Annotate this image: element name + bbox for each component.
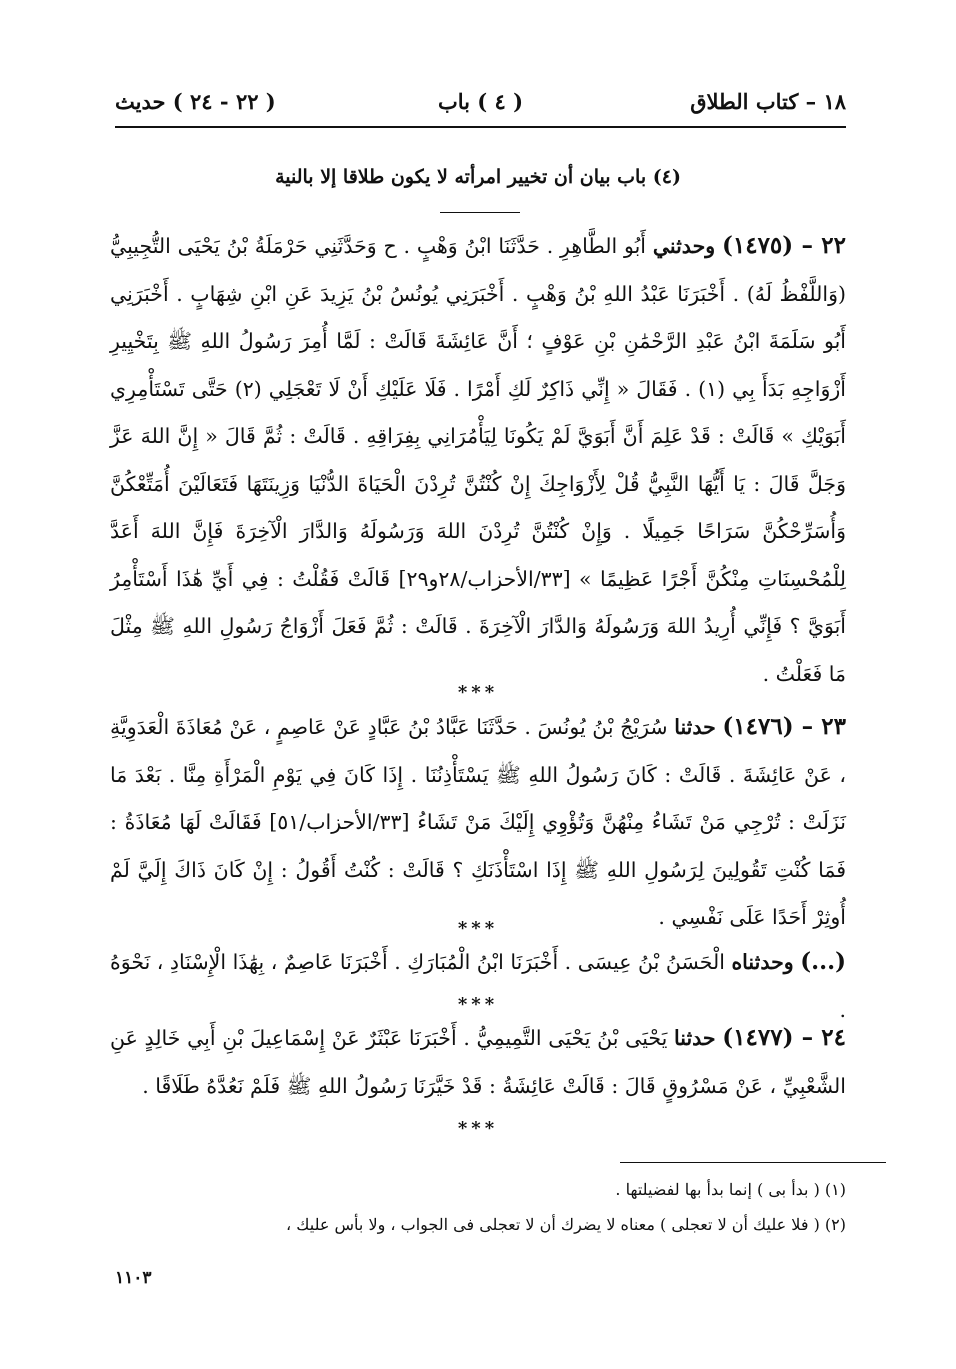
header-rule <box>115 126 846 128</box>
page-number: ١١٠٣ <box>115 1268 152 1288</box>
hadith-number: ٢٤ – (١٤٧٧) <box>722 1024 846 1051</box>
footnote-rule <box>620 1162 886 1163</box>
separator-stars: *** <box>457 1118 499 1139</box>
hadith-text: أَبُو الطَّاهِرِ . حَدَّثَنَا ابْنُ وَهْبٍ . ح وَحَدَّثَنِي حَرْمَلَةُ بْنُ يَحْيَى التُّجِيبِيُّ (وَاللَّفْظُ لَهُ) . أَخْبَرَنَا عَبْدُ اللهِ بْنُ وَهْبٍ . أَخْبَرَنِي يُونُسُ بْنُ يَزِيدَ عَنِ ابْنِ شِهَابٍ . أَخْبَرَنِي أَبُو سَلَمَةَ ابْنُ عَبْدِ الرَّحْمَٰنِ بْنِ عَوْفٍ ؛ أَنَّ عَائِشَةَ قَالَتْ : لَمَّا أُمِرَ رَسُولُ اللهِ ﷺ بِتَخْيِيرِ أَزْوَاجِهِ بَدَأَ بِي (١) . فَقَالَ « إِنِّي ذَاكِرٌ لَكِ أَمْرًا . فَلَا عَلَيْكِ أَنْ لَا تَعْجَلِي (٢) حَتَّى تَسْتَأْمِرِي أَبَوَيْكِ » قَالَتْ : قَدْ عَلِمَ أَنَّ أَبَوَيَّ لَمْ يَكُونَا لِيَأْمُرَانِي بِفِرَاقِهِ . قَالَتْ : ثُمَّ قَالَ « إِنَّ اللهَ عَزَّ وَجَلَّ قَالَ : يَا أَيُّهَا النَّبِيُّ قُلْ لِأَزْوَاجِكَ إِنْ كُنْتُنَّ تُرِدْنَ الْحَيَاةَ الدُّنْيَا وَزِينَتَهَا فَتَعَالَيْنَ أُمَتِّعْكُنَّ وَأُسَرِّحْكُنَّ سَرَاحًا جَمِيلًا . وَإِنْ كُنْتُنَّ تُرِدْنَ اللهَ وَرَسُولَهُ وَالدَّارَ الْآخِرَةَ فَإِنَّ اللهَ أَعَدَّ لِلْمُحْسِنَاتِ مِنْكُنَّ أَجْرًا عَظِيمًا » [٣٣/الأحزاب/٢٨و٢٩] قَالَتْ فَقُلْتُ : فِي أَيِّ هَٰذَا أَسْتَأْمِرُ أَبَوَيَّ ؟ فَإِنِّي أُرِيدُ اللهَ وَرَسُولَهُ وَالدَّارَ الْآخِرَةَ . قَالَتْ : ثُمَّ فَعَلَ أَزْوَاجُ رَسُولِ اللهِ ﷺ مِثْلَ مَا فَعَلْتُ . <box>110 234 846 686</box>
hadith-text: يَحْيَى بْنُ يَحْيَى التَّمِيمِيُّ . أَخْبَرَنَا عَبْثَرٌ عَنْ إِسْمَاعِيلَ بْنِ أَبِي خَالِدٍ عَنِ الشَّعْبِيِّ ، عَنْ مَسْرُوقٍ قَالَ : قَالَتْ عَائِشَةُ : قَدْ خَيَّرَنَا رَسُولُ اللهِ ﷺ فَلَمْ نَعُدَّهُ طَلَاقًا . <box>110 1026 846 1098</box>
hadith-lead-word: وحدثناه <box>731 950 794 974</box>
hadith-24 <box>110 1014 846 1110</box>
hadith-text: الْحَسَنُ بْنُ عِيسَى . أَخْبَرَنَا ابْنُ الْمُبَارَكِ . أَخْبَرَنَا عَاصِمٌ ، بِهَٰذَا الْإِسْنَادِ ، نَحْوَهُ . <box>110 950 846 1022</box>
separator-stars: *** <box>457 682 499 703</box>
hadith-lead-word: حدثنا <box>674 1026 716 1050</box>
footnote-1: (١) ( بدأ بى ) إنما بدأ بها لفضيلتها . <box>615 1180 846 1199</box>
hadith-number: ٢٢ – (١٤٧٥) <box>721 232 846 259</box>
hadith-22 <box>110 222 846 698</box>
header-hadith-range: ( ٢٢ - ٢٤ ) حديث <box>115 89 276 114</box>
header-book-title: ١٨ – كتاب الطلاق <box>690 89 846 114</box>
separator-stars: *** <box>457 918 499 939</box>
hadith-lead-word: حدثنا <box>674 715 716 739</box>
chapter-title: (٤) باب بيان أن تخيير امرأته لا يكون طلاقا إلا بالنية <box>275 166 681 188</box>
hadith-23 <box>110 703 846 942</box>
title-divider <box>440 212 520 213</box>
hadith-text: سُرَيْجُ بْنُ يُونُسَ . حَدَّثَنَا عَبَّادُ بْنُ عَبَّادٍ عَنْ عَاصِمٍ ، عَنْ مُعَاذَةَ الْعَدَوِيَّةِ ، عَنْ عَائِشَةَ . قَالَتْ : كَانَ رَسُولُ اللهِ ﷺ يَسْتَأْذِنُنَا . إِذَا كَانَ فِي يَوْمِ الْمَرْأَةِ مِنَّا . بَعْدَ مَا نَزَلَتْ : تُرْجِي مَنْ تَشَاءُ مِنْهُنَّ وَتُؤْوِي إِلَيْكَ مَنْ تَشَاءُ [٣٣/الأحزاب/٥١] فَقَالَتْ لَهَا مُعَاذَةُ : فَمَا كُنْتِ تَقُولِينَ لِرَسُولِ اللهِ ﷺ إِذَا اسْتَأْذَنَكِ ؟ قَالَتْ : كُنْتُ أَقُولُ : إِنْ كَانَ ذَاكَ إِلَيَّ لَمْ أُوثِرْ أَحَدًا عَلَى نَفْسِي . <box>110 715 846 929</box>
footnote-2: (٢) ( فلا عليك أن لا تعجلى ) معناه لا يضرك أن لا تعجلى فى الجواب ، ولا بأس عليك ، <box>286 1215 846 1234</box>
header-chapter: ( ٤ ) باب <box>437 89 524 114</box>
running-header <box>115 85 846 121</box>
hadith-lead-word: وحدثني <box>652 234 716 258</box>
hadith-number: (...) <box>800 948 846 975</box>
hadith-number: ٢٣ – (١٤٧٦) <box>722 713 846 740</box>
footnotes <box>110 1172 846 1242</box>
separator-stars: *** <box>457 994 499 1015</box>
